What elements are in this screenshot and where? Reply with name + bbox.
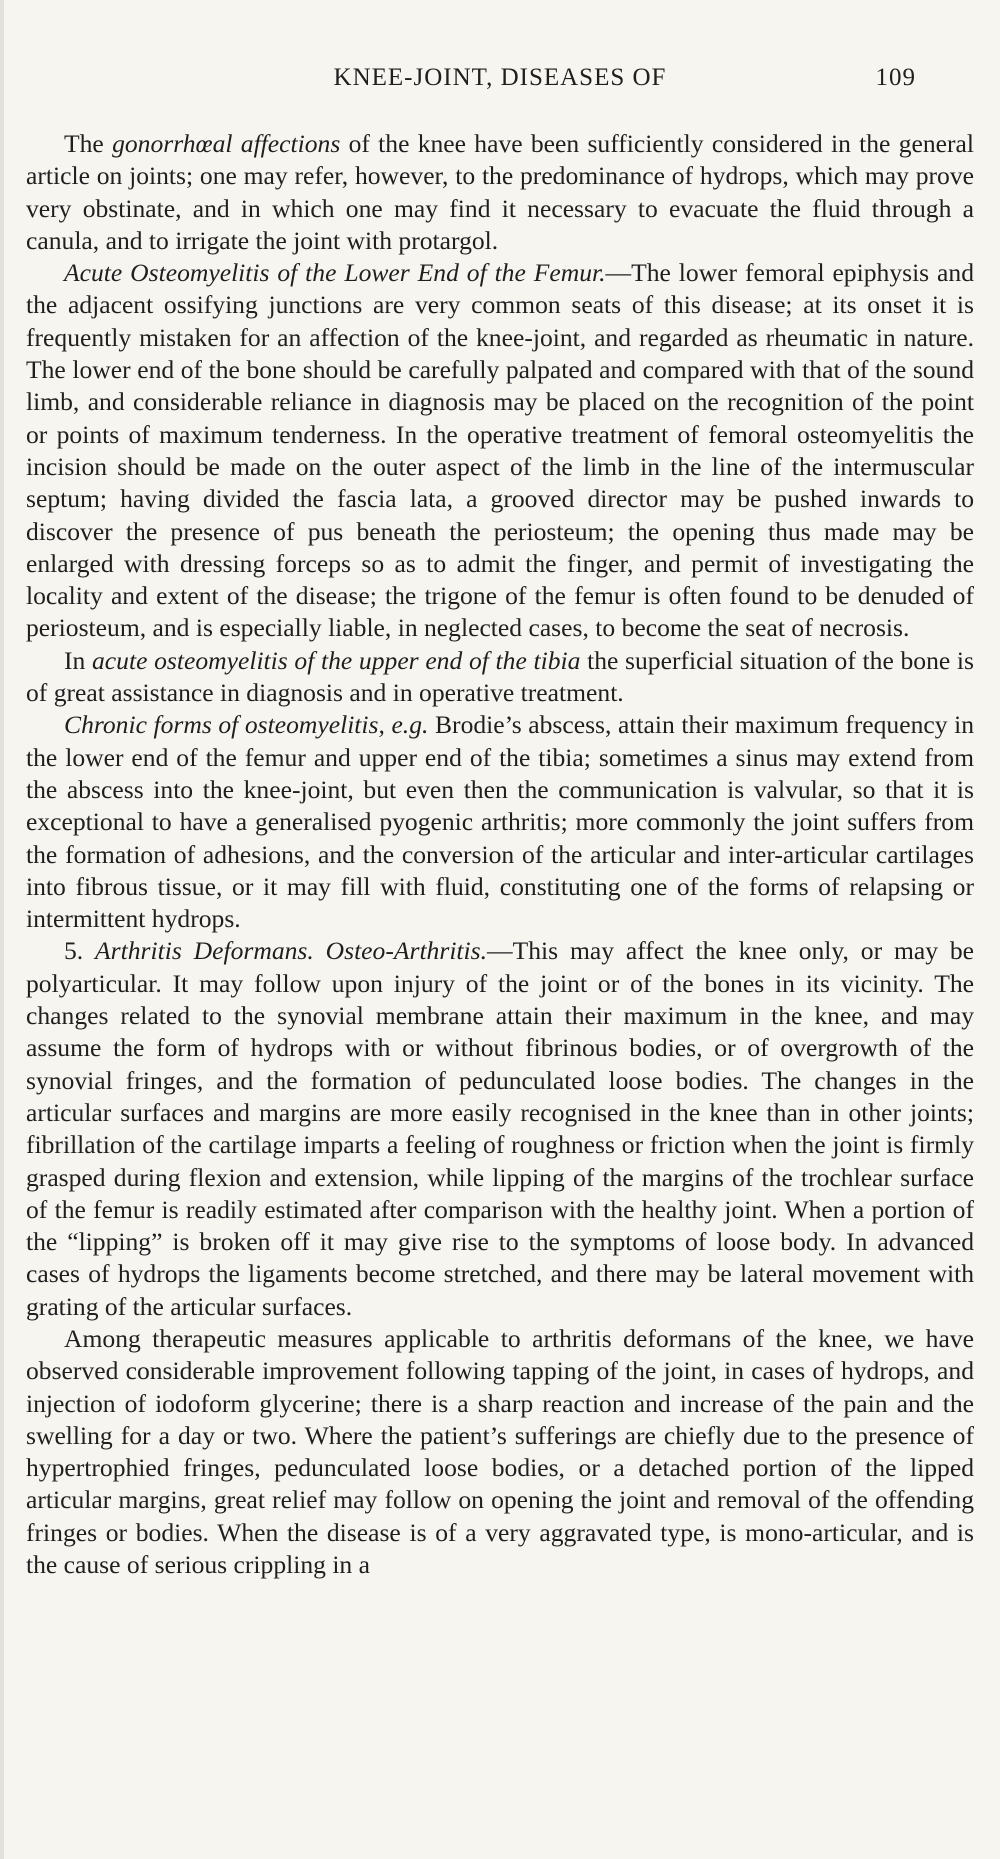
running-title: KNEE-JOINT, DISEASES OF [333,64,667,91]
page-edge [0,0,4,1859]
paragraph-acute-osteomyelitis-femur [26,257,974,645]
section-number: 5. [64,936,96,966]
section-heading-italic: Chronic forms of osteomyelitis, e.g. [64,710,429,740]
section-heading-italic: Acute Osteomyelitis of the Lower End of the Femur. [64,258,606,288]
paragraph-chronic-osteomyelitis [26,709,974,935]
text-run: The [64,129,113,158]
paragraph-arthritis-deformans [26,935,974,1323]
text-run: of the knee have been sufficiently considered in the general article on joints; one may refer, however, to the predominance of hydrops, which may prove very obstinate, and in which one may find it necessary to evacuate the fluid through a canula, and to irrigate the joint with protargol. [26,129,974,255]
italic-term: acute osteomyelitis of the upper end of the tibia [92,645,581,675]
paragraph-acute-osteomyelitis-tibia [26,645,974,710]
italic-term: gonorrhœal affections [112,129,341,158]
text-run: the superficial situation of the bone is of great assistance in diagnosis and in operative treatment. [26,645,974,708]
text-run: Among therapeutic measures applicable to arthritis deformans of the knee, we have observed considerable improvement following tapping of the joint, in cases of hydrops, and injection of iodoform glycerine; there is a sharp reaction and increase of the pain and the swelling for a day or two. Where the patient’s sufferings are chiefly due to the presence of hypertrophied fringes, pedunculated loose bodies, or a detached portion of the lipped articular margins, great relief may follow on opening the joint and removal of the offending fringes or bodies. When the disease is of a very aggravated type, is mono-articular, and is the cause of serious crippling in a [26,1323,974,1580]
paragraph-gonorrhoeal [26,128,974,257]
page-number: 109 [875,64,916,91]
paragraph-therapeutic-measures [26,1323,974,1581]
text-run: In [64,645,92,675]
text-run: —This may affect the knee only, or may be polyarticular. It may follow upon injury of the joint or of the bones in its vicinity. The changes related to the synovial membrane attain their maximum in the knee, and may assume the form of hydrops with or without fibrinous bodies, or of overgrowth of the synovial fringes, and the formation of pedunculated loose bodies. The changes in the articular surfaces and margins are more easily recognised in the knee than in other joints; fibrillation of the cartilage imparts a feeling of roughness or friction when the joint is firmly grasped during flexion and extension, while lipping of the margins of the trochlear surface of the femur is readily estimated after comparison with the healthy joint. When a portion of the “lipping” is broken off it may give rise to the symptoms of loose body. In advanced cases of hydrops the ligaments become stretched, and there may be lateral movement with grating of the articular surfaces. [26,936,975,1321]
article-body [26,128,974,1581]
text-run: Brodie’s abscess, attain their maximum frequency in the lower end of the femur and upper end of the tibia; sometimes a sinus may extend from the abscess into the knee-joint, but even then the communication is valvular, so that it is exceptional to have a generalised pyogenic arthritis; more commonly the joint suffers from the formation of adhesions, and the conversion of the articular and inter-articular cartilages into fibrous tissue, or it may fill with fluid, constituting one of the forms of relapsing or intermittent hydrops. [26,710,974,934]
section-heading-italic: Arthritis Deformans. Osteo-Arthritis. [95,936,488,966]
running-header [26,64,974,108]
text-run: —The lower femoral epiphysis and the adjacent ossifying junctions are very common seats of this disease; at its onset it is frequently mistaken for an affection of the knee-joint, and regarded as rheumatic in nature. The lower end of the bone should be carefully palpated and compared with that of the sound limb, and considerable reliance in diagnosis may be placed on the recognition of the point or points of maximum tenderness. In the operative treatment of femoral osteomyelitis the incision should be made on the outer aspect of the limb in the line of the intermuscular septum; having divided the fascia lata, a grooved director may be pushed inwards to discover the presence of pus beneath the periosteum; the opening thus made may be enlarged with dressing forceps so as to admit the finger, and permit of investigating the locality and extent of the disease; the trigone of the femur is often found to be denuded of periosteum, and is especially liable, in neglected cases, to become the seat of necrosis. [26,258,974,643]
